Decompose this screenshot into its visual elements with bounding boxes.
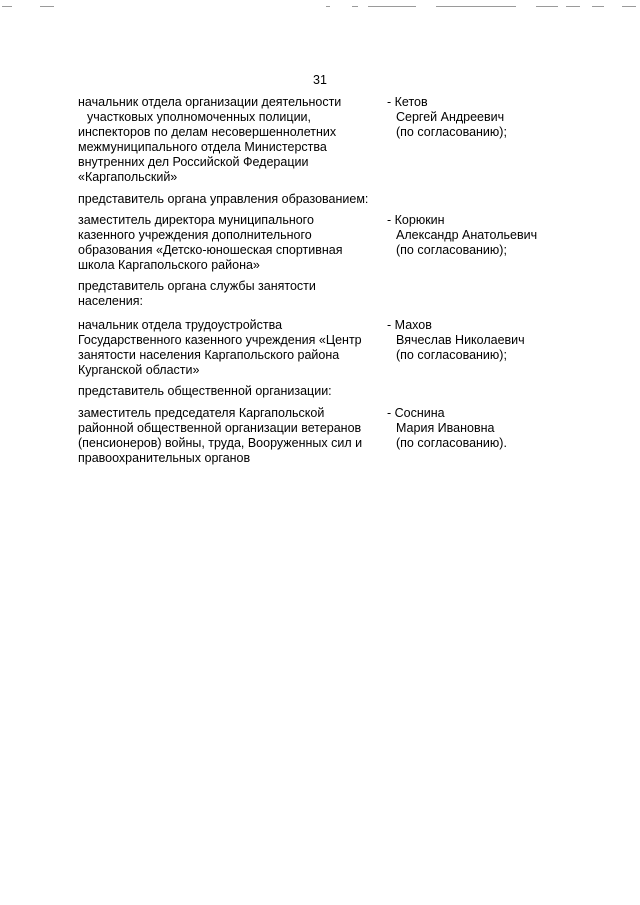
- position-line: межмуниципального отдела Министерства: [78, 140, 327, 154]
- person-note: (по согласованию);: [396, 125, 507, 139]
- person-name: Мария Ивановна: [396, 421, 495, 435]
- entry-person: [387, 95, 627, 140]
- position-line: инспекторов по делам несовершеннолетних: [78, 125, 337, 139]
- position-line: участковых уполномоченных полиции,: [87, 110, 312, 124]
- position-line: (пенсионеров) войны, труда, Вооруженных сил и: [78, 436, 363, 450]
- section-heading: представитель органа управления образованием:: [78, 192, 369, 206]
- position-line: правоохранительных органов: [78, 451, 251, 465]
- section-heading: представитель общественной организации:: [78, 384, 332, 398]
- entry-person: [387, 406, 627, 451]
- page-number: 31: [313, 73, 327, 87]
- person-name: Александр Анатольевич: [396, 228, 538, 242]
- scan-artifact-strip: [0, 0, 640, 16]
- person-note: (по согласованию);: [396, 243, 507, 257]
- entry-person: [387, 213, 627, 258]
- section-heading: [78, 279, 316, 309]
- entry-position: [78, 318, 384, 378]
- position-line: «Каргапольский»: [78, 170, 178, 184]
- position-line: начальник отдела трудоустройства: [78, 318, 283, 332]
- person-note: (по согласованию).: [396, 436, 507, 450]
- position-line: казенного учреждения дополнительного: [78, 228, 312, 242]
- entry-position: [78, 406, 384, 466]
- position-line: школа Каргапольского района»: [78, 258, 260, 272]
- person-surname: - Корюкин: [387, 213, 445, 227]
- position-line: заместитель директора муниципального: [78, 213, 314, 227]
- position-line: начальник отдела организации деятельности: [78, 95, 342, 109]
- person-name: Сергей Андреевич: [396, 110, 505, 124]
- position-line: Курганской области»: [78, 363, 200, 377]
- position-line: районной общественной организации ветеранов: [78, 421, 362, 435]
- entry-person: [387, 318, 627, 363]
- person-surname: - Махов: [387, 318, 432, 332]
- section-heading-line: представитель органа службы занятости: [78, 279, 316, 293]
- position-line: заместитель председателя Каргапольской: [78, 406, 325, 420]
- entry-position: [78, 213, 384, 273]
- person-name: Вячеслав Николаевич: [396, 333, 525, 347]
- person-note: (по согласованию);: [396, 348, 507, 362]
- entry-position: [78, 95, 384, 185]
- person-surname: - Кетов: [387, 95, 428, 109]
- position-line: занятости населения Каргапольского района: [78, 348, 340, 362]
- section-heading-line: населения:: [78, 294, 144, 308]
- position-line: внутренних дел Российской Федерации: [78, 155, 309, 169]
- position-line: Государственного казенного учреждения «Центр: [78, 333, 362, 347]
- person-surname: - Соснина: [387, 406, 445, 420]
- position-line: образования «Детско-юношеская спортивная: [78, 243, 343, 257]
